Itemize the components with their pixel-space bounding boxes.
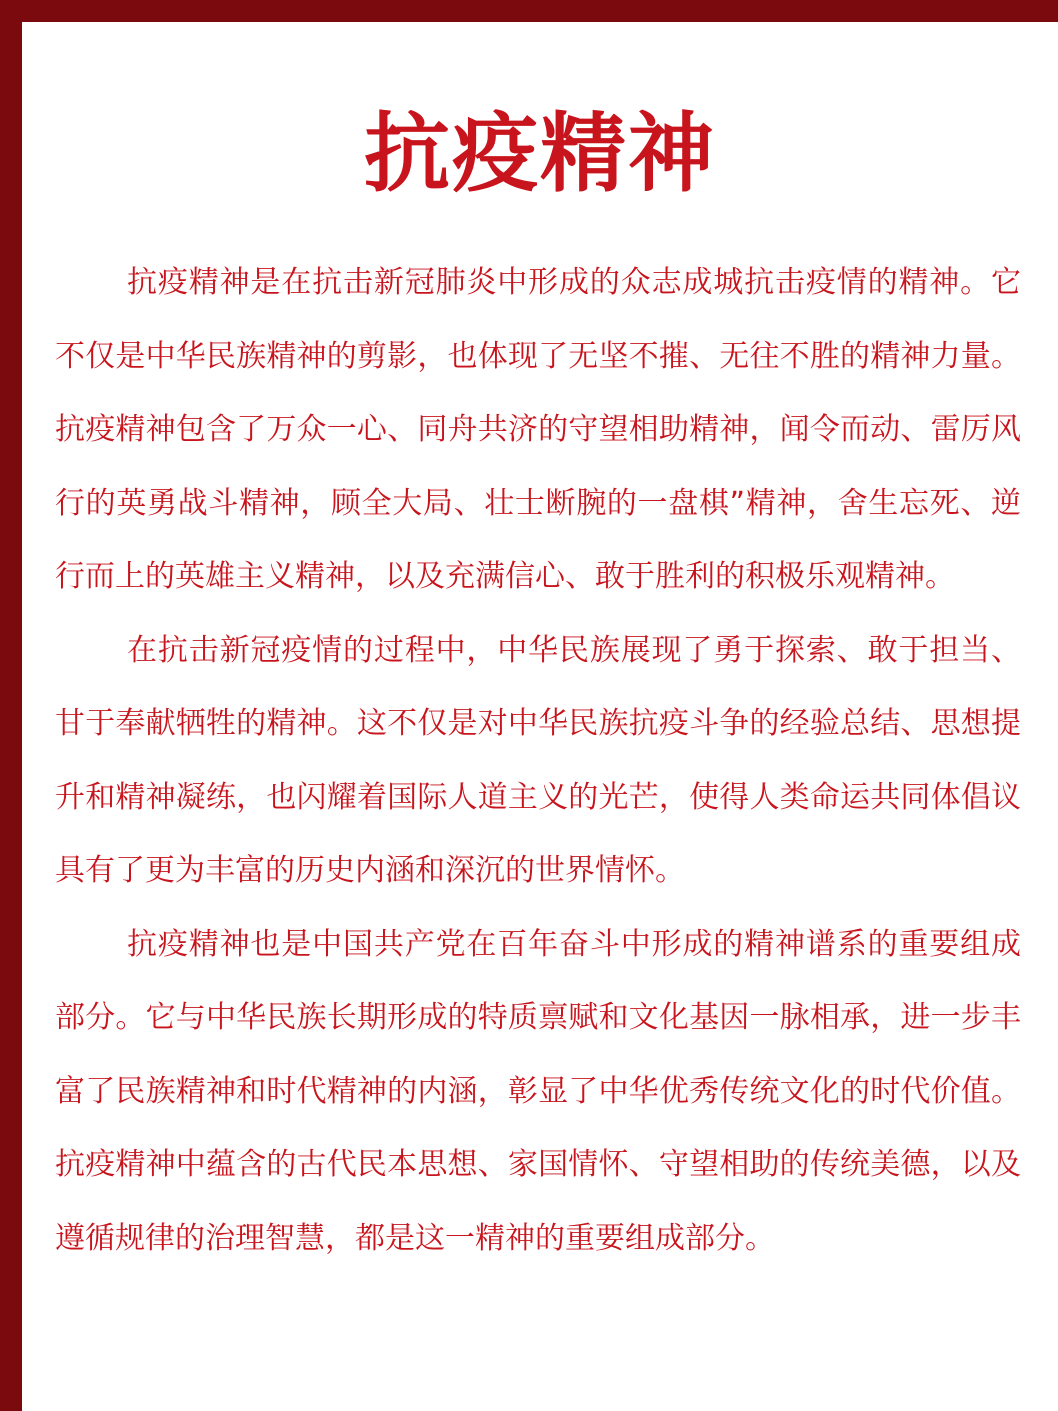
paragraph-3: 抗疫精神也是中国共产党在百年奋斗中形成的精神谱系的重要组成部分。它与中华民族长期形成的特质禀赋和文化基因一脉相承，进一步丰富了民族精神和时代精神的内涵，彰显了中华优秀传统文化的时代价值。抗疫精神中蕴含的古代民本思想、家国情怀、守望相助的传统美德，以及遵循规律的治理智慧，都是这一精神的重要组成部分。: [55, 926, 1021, 1256]
document-page: [22, 22, 1058, 1411]
page-title: 抗疫精神: [364, 103, 716, 204]
article-body: [55, 246, 1021, 1275]
paragraph-2: 在抗击新冠疫情的过程中，中华民族展现了勇于探索、敢于担当、甘于奉献牺牲的精神。这不仅是对中华民族抗疫斗争的经验总结、思想提升和精神凝练，也闪耀着国际人道主义的光芒，使得人类命运共同体倡议具有了更为丰富的历史内涵和深沉的世界情怀。: [55, 632, 1021, 888]
top-border: [0, 0, 1058, 22]
paragraph-1: 抗疫精神是在抗击新冠肺炎中形成的众志成城抗击疫情的精神。它不仅是中华民族精神的剪影，也体现了无坚不摧、无往不胜的精神力量。抗疫精神包含了万众一心、同舟共济的守望相助精神，闻令而动、雷厉风行的英勇战斗精神，顾全大局、壮士断腕的一盘棋”精神，舍生忘死、逆行而上的英雄主义精神，以及充满信心、敢于胜利的积极乐观精神。: [55, 265, 1021, 594]
